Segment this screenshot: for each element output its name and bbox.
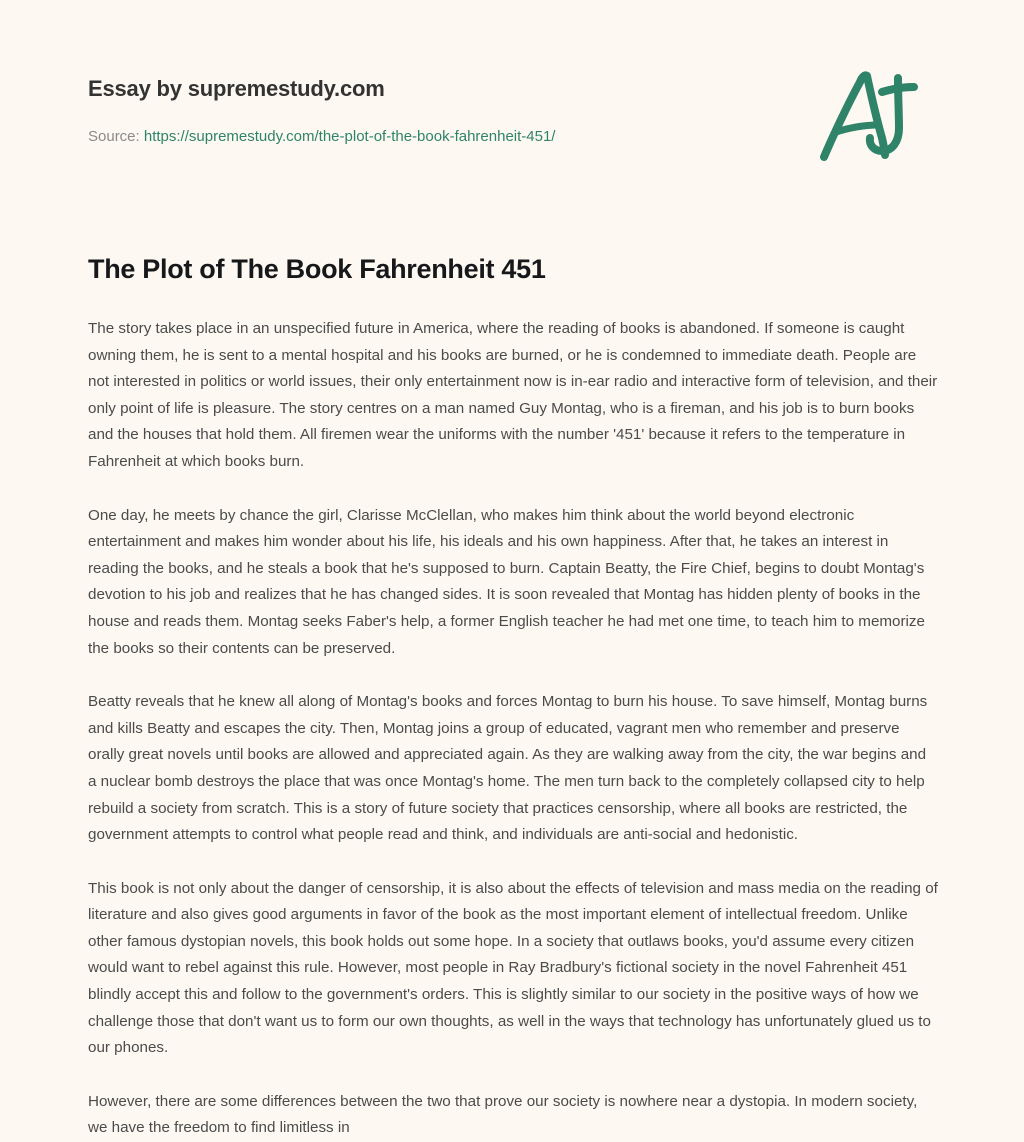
essay-byline: Essay by supremestudy.com: [88, 76, 385, 101]
article: [88, 252, 938, 1142]
source-line: [88, 128, 555, 145]
article-paragraph: This book is not only about the danger of censorship, it is also about the effects of television and mass media on the reading of literature and also gives good arguments in favor of the book as the most important element of intellectual freedom. Unlike other famous dystopian novels, this book holds out some hope. In a society that outlaws books, you'd assume every citizen would want to rebel against this rule. However, most people in Ray Bradbury's fictional society in the novel Fahrenheit 451 blindly accept this and follow to the government's orders. This is slightly similar to our society in the positive ways of how we challenge those that don't want us to form our own thoughts, as well in the ways that technology has unfortunately glued us to our phones.: [88, 879, 938, 1057]
source-label: Source:: [88, 128, 144, 145]
article-body: [88, 316, 938, 1142]
article-paragraph: However, there are some differences between the two that prove our society is nowhere near a dystopia. In modern society, we have the freedom to find limitless in: [88, 1092, 918, 1137]
article-paragraph: One day, he meets by chance the girl, Clarisse McClellan, who makes him think about the world beyond electronic entertainment and makes him wonder about his life, his ideals and his own happiness. After that, he takes an interest in reading the books, and he steals a book that he's supposed to burn. Captain Beatty, the Fire Chief, begins to doubt Montag's devotion to his job and realizes that he has changed sides. It is soon revealed that Montag has hidden plenty of books in the house and reads them. Montag seeks Faber's help, a former English teacher he had met one time, to teach him to memorize the books so their contents can be preserved.: [88, 506, 925, 657]
source-url-link[interactable]: https://supremestudy.com/the-plot-of-the-book-fahrenheit-451/: [143, 128, 556, 145]
page-title: The Plot of The Book Fahrenheit 451: [88, 254, 546, 284]
article-paragraph: Beatty reveals that he knew all along of Montag's books and forces Montag to burn his house. To save himself, Montag burns and kills Beatty and escapes the city. Then, Montag joins a group of educated, vagrant men who remember and preserve orally great novels until books are allowed and appreciated again. As they are walking away from the city, the war begins and a nuclear bomb destroys the place that was once Montag's home. The men turn back to the completely collapsed city to help rebuild a society from scratch. This is a story of future society that practices censorship, where all books are restricted, the government attempts to control what people read and think, and individuals are anti-social and hedonistic.: [88, 693, 928, 844]
article-paragraph: The story takes place in an unspecified future in America, where the reading of books is abandoned. If someone is caught owning them, he is sent to a mental hospital and his books are burned, or he is condemned to immediate death. People are not interested in politics or world issues, their only entertainment now is in-ear radio and interactive form of television, and their only point of life is pleasure. The story centres on a man named Guy Montag, who is a fireman, and his job is to burn books and the houses that hold them. All firemen wear the uniforms with the number '451' because it refers to the temperature in Fahrenheit at which books burn.: [88, 320, 938, 470]
a-plus-logo-icon: [812, 62, 932, 167]
page-header: [0, 0, 1024, 200]
